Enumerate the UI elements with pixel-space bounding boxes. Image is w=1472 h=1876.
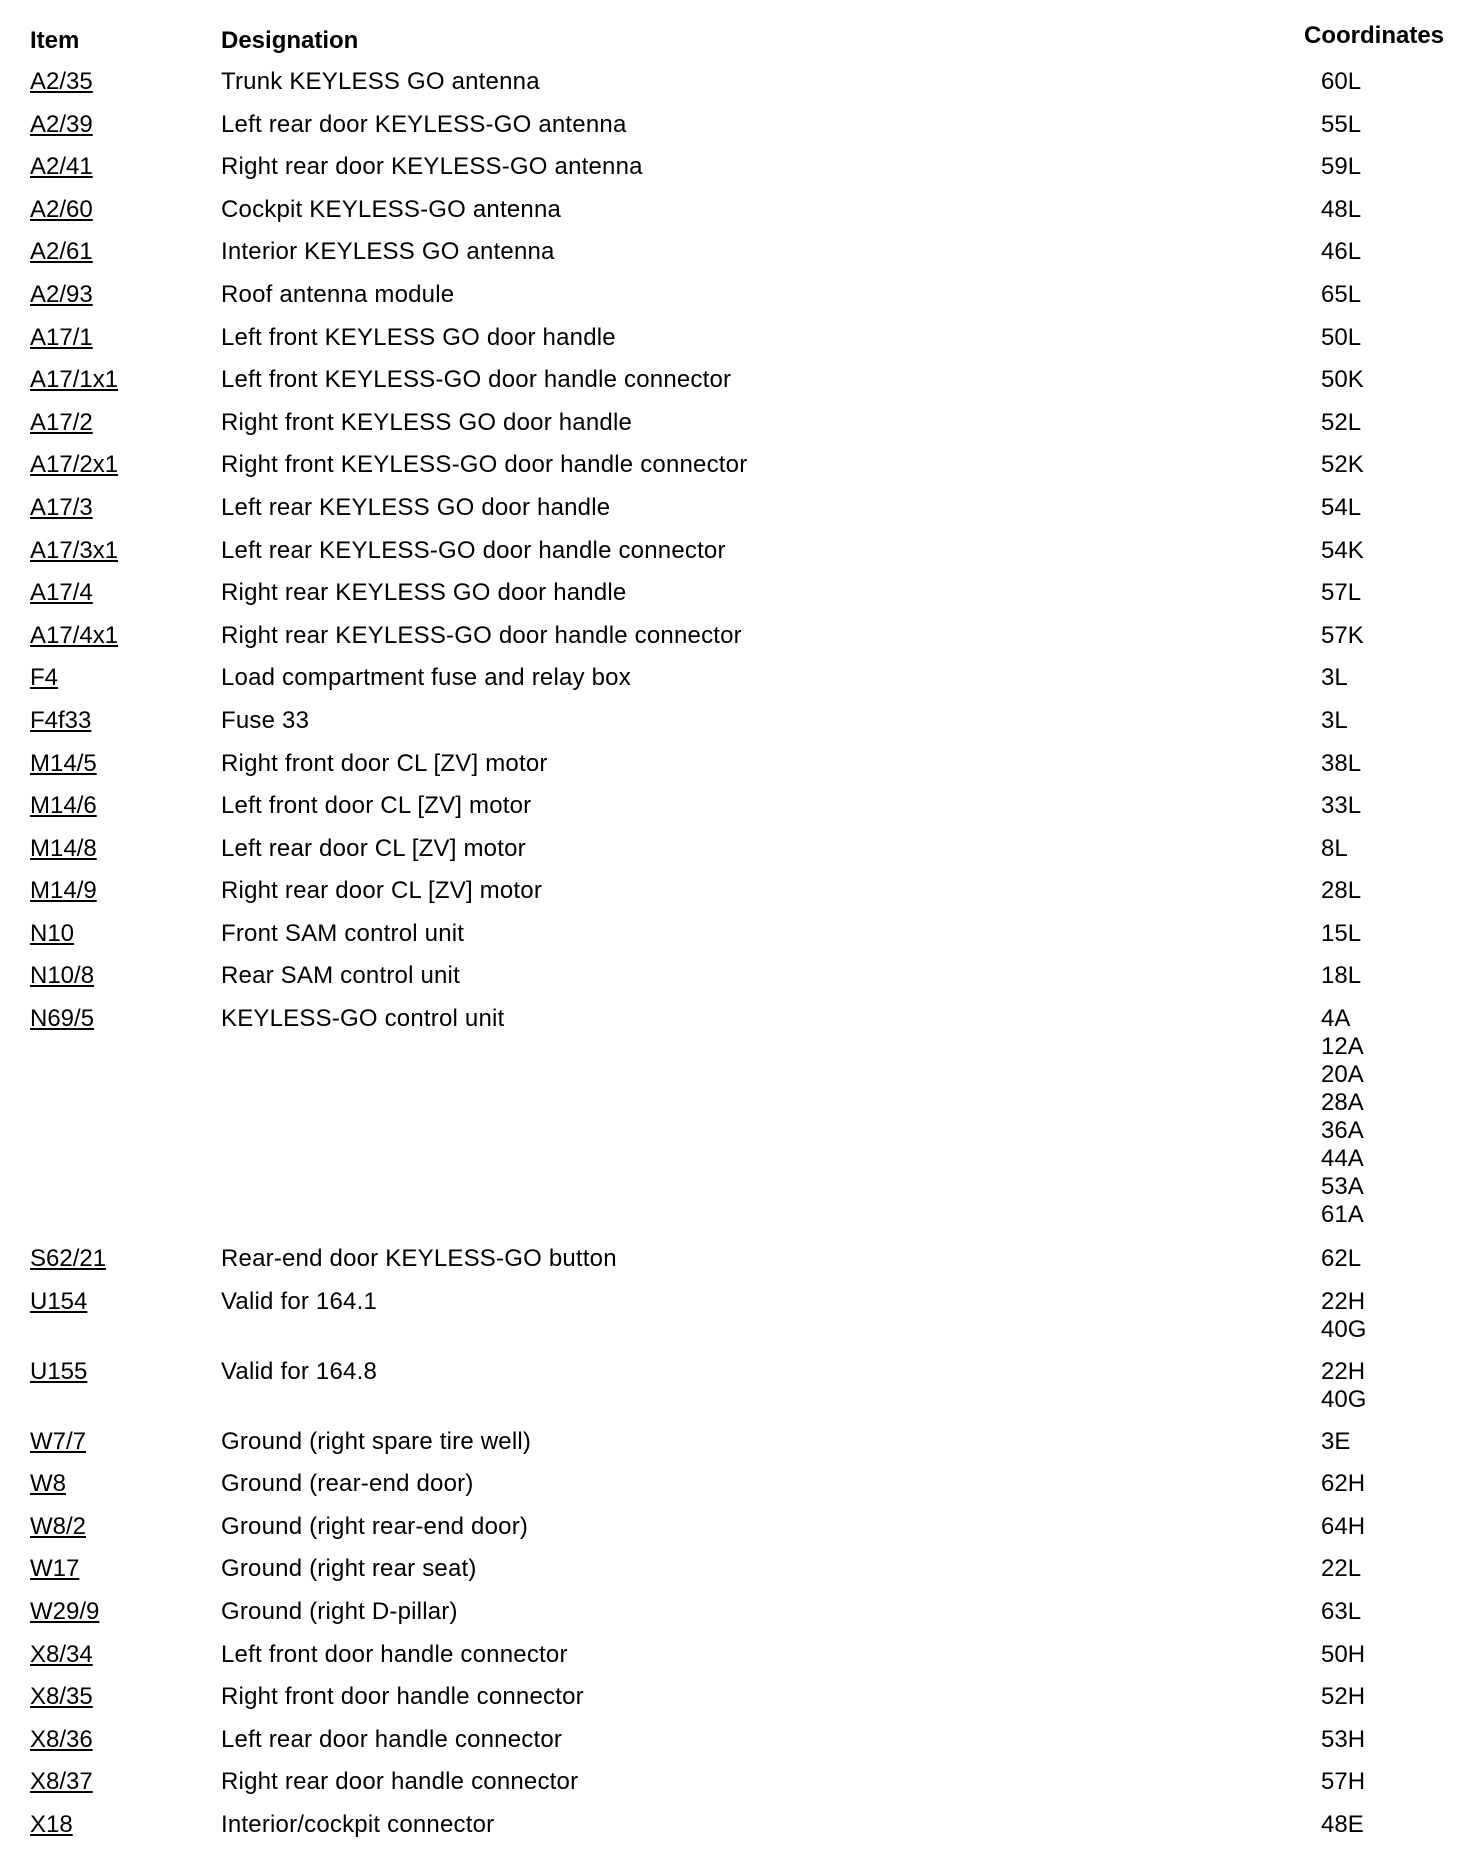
column-header-coordinates: Coordinates xyxy=(1304,22,1445,49)
coordinate-value: 63L xyxy=(1321,1598,1362,1626)
table-row xyxy=(0,1593,1472,1636)
table-row xyxy=(0,106,1472,149)
component-table xyxy=(0,63,1472,1849)
item-link[interactable]: A2/35 xyxy=(30,68,93,95)
designation-text: Trunk KEYLESS GO antenna xyxy=(221,68,540,95)
coordinates-cell xyxy=(1321,409,1361,437)
coordinates-cell xyxy=(1321,1683,1365,1711)
coordinates-cell xyxy=(1321,451,1364,479)
column-header-item: Item xyxy=(30,27,80,54)
designation-text: Ground (right rear-end door) xyxy=(221,1512,529,1540)
designation-text: Left front door CL [ZV] motor xyxy=(221,792,532,820)
coordinate-value: 40G xyxy=(1321,1385,1367,1413)
item-link[interactable]: N10 xyxy=(30,919,75,947)
table-row xyxy=(0,1000,1472,1240)
coordinate-value: 50H xyxy=(1321,1640,1366,1668)
coordinates-cell xyxy=(1321,1288,1366,1344)
item-link[interactable]: M14/6 xyxy=(30,792,97,820)
table-row xyxy=(0,1353,1472,1423)
designation-text: Right front KEYLESS-GO door handle connector xyxy=(221,451,748,479)
item-link[interactable]: W17 xyxy=(30,1555,80,1583)
table-row xyxy=(0,659,1472,702)
designation-text: Ground (right D-pillar) xyxy=(221,1598,458,1626)
designation-text: Left rear KEYLESS GO door handle xyxy=(221,493,611,521)
coordinates-cell xyxy=(1321,494,1361,522)
table-row xyxy=(0,915,1472,958)
table-row xyxy=(0,617,1472,660)
table-row xyxy=(0,1240,1472,1283)
coordinate-value: 40G xyxy=(1321,1315,1367,1343)
coordinate-value: 22H xyxy=(1321,1287,1366,1315)
item-link[interactable]: A17/1 xyxy=(30,323,93,351)
designation-text: Fuse 33 xyxy=(221,706,310,734)
table-row xyxy=(0,702,1472,745)
coordinate-value: 59L xyxy=(1321,153,1362,181)
coordinate-value: 53A xyxy=(1321,1173,1364,1201)
coordinate-value: 3L xyxy=(1321,664,1348,692)
coordinates-cell xyxy=(1321,664,1348,692)
table-row xyxy=(0,1465,1472,1508)
item-link[interactable]: M14/8 xyxy=(30,834,97,862)
coordinate-value: 3L xyxy=(1321,706,1348,734)
coordinates-cell xyxy=(1321,835,1348,863)
table-row xyxy=(0,191,1472,234)
coordinates-cell xyxy=(1321,750,1361,778)
table-row xyxy=(0,574,1472,617)
designation-text: Right rear KEYLESS-GO door handle connector xyxy=(221,621,742,649)
table-row xyxy=(0,787,1472,830)
coordinate-value: 60L xyxy=(1321,68,1362,95)
item-link[interactable]: X18 xyxy=(30,1811,73,1838)
designation-text: Left front door handle connector xyxy=(221,1640,568,1668)
table-row xyxy=(0,319,1472,362)
coordinates-cell xyxy=(1321,1005,1364,1229)
designation-text: Valid for 164.8 xyxy=(221,1357,377,1385)
item-link[interactable]: A17/4 xyxy=(30,579,93,607)
item-link[interactable]: M14/5 xyxy=(30,749,97,777)
item-link[interactable]: S62/21 xyxy=(30,1245,107,1273)
coordinate-value: 64H xyxy=(1321,1512,1366,1540)
coordinate-value: 55L xyxy=(1321,110,1362,138)
item-link[interactable]: A2/41 xyxy=(30,153,93,181)
item-link[interactable]: U154 xyxy=(30,1287,88,1315)
coordinates-cell xyxy=(1321,707,1348,735)
table-row xyxy=(0,1806,1472,1849)
item-link[interactable]: N69/5 xyxy=(30,1005,95,1033)
designation-text: Ground (rear-end door) xyxy=(221,1470,474,1498)
designation-text: Rear-end door KEYLESS-GO button xyxy=(221,1245,617,1273)
designation-text: Right rear door handle connector xyxy=(221,1768,579,1796)
table-row xyxy=(0,745,1472,788)
coordinates-cell xyxy=(1321,877,1361,905)
designation-text: Interior/cockpit connector xyxy=(221,1811,495,1838)
designation-text: Roof antenna module xyxy=(221,280,455,308)
designation-text: Right rear door CL [ZV] motor xyxy=(221,877,543,905)
coordinates-cell xyxy=(1321,1641,1365,1669)
item-link[interactable]: A17/4x1 xyxy=(30,621,119,649)
table-row xyxy=(0,1283,1472,1353)
designation-text: Ground (right rear seat) xyxy=(221,1555,477,1583)
designation-text: Left rear door CL [ZV] motor xyxy=(221,834,526,862)
coordinate-value: 12A xyxy=(1321,1033,1364,1061)
item-link[interactable]: F4f33 xyxy=(30,706,92,734)
designation-text: Right rear KEYLESS GO door handle xyxy=(221,579,627,607)
table-row xyxy=(0,1508,1472,1551)
item-link[interactable]: W8/2 xyxy=(30,1512,87,1540)
designation-text: KEYLESS-GO control unit xyxy=(221,1005,505,1033)
table-row xyxy=(0,1721,1472,1764)
coordinate-value: 50L xyxy=(1321,323,1362,351)
coordinates-cell xyxy=(1321,1598,1361,1626)
coordinate-value: 8L xyxy=(1321,834,1348,862)
coordinate-value: 38L xyxy=(1321,749,1362,777)
table-row xyxy=(0,446,1472,489)
designation-text: Front SAM control unit xyxy=(221,919,465,947)
coordinates-cell xyxy=(1321,238,1361,266)
item-link[interactable]: A2/60 xyxy=(30,195,93,223)
coordinates-cell xyxy=(1321,1470,1365,1498)
coordinate-value: 65L xyxy=(1321,280,1362,308)
coordinates-cell xyxy=(1321,68,1361,96)
item-link[interactable]: W29/9 xyxy=(30,1598,100,1626)
coordinate-value: 22L xyxy=(1321,1555,1362,1583)
item-link[interactable]: A17/1x1 xyxy=(30,366,119,394)
designation-text: Left front KEYLESS-GO door handle connector xyxy=(221,366,732,394)
coordinate-value: 54L xyxy=(1321,493,1362,521)
coordinate-value: 57L xyxy=(1321,579,1362,607)
item-link[interactable]: A17/3 xyxy=(30,493,93,521)
table-row xyxy=(0,404,1472,447)
coordinate-value: 53H xyxy=(1321,1725,1366,1753)
table-row xyxy=(0,957,1472,1000)
coordinate-value: 61A xyxy=(1321,1201,1364,1229)
designation-text: Interior KEYLESS GO antenna xyxy=(221,238,555,266)
table-row xyxy=(0,830,1472,873)
table-row xyxy=(0,872,1472,915)
table-row xyxy=(0,361,1472,404)
coordinate-value: 50K xyxy=(1321,366,1364,394)
item-link[interactable]: X8/37 xyxy=(30,1768,93,1796)
item-link[interactable]: W7/7 xyxy=(30,1427,87,1455)
coordinate-value: 15L xyxy=(1321,919,1362,947)
item-link[interactable]: X8/35 xyxy=(30,1683,93,1711)
coordinate-value: 52H xyxy=(1321,1683,1366,1711)
coordinates-cell xyxy=(1321,111,1361,139)
coordinate-value: 18L xyxy=(1321,962,1362,990)
coordinates-cell xyxy=(1321,537,1364,565)
coordinates-cell xyxy=(1321,1768,1365,1796)
coordinate-value: 28A xyxy=(1321,1089,1364,1117)
coordinate-value: 44A xyxy=(1321,1145,1364,1173)
designation-text: Left rear door KEYLESS-GO antenna xyxy=(221,110,627,138)
coordinate-value: 48L xyxy=(1321,195,1362,223)
item-link[interactable]: X8/36 xyxy=(30,1725,93,1753)
coordinate-value: 57H xyxy=(1321,1768,1366,1796)
coordinates-cell xyxy=(1321,1513,1365,1541)
table-row xyxy=(0,489,1472,532)
designation-text: Right front KEYLESS GO door handle xyxy=(221,408,633,436)
table-row xyxy=(0,233,1472,276)
item-link[interactable]: M14/9 xyxy=(30,877,97,905)
coordinate-value: 36A xyxy=(1321,1117,1364,1145)
table-row xyxy=(0,1423,1472,1466)
coordinate-value: 20A xyxy=(1321,1061,1364,1089)
coordinate-value: 54K xyxy=(1321,536,1364,564)
coordinate-value: 46L xyxy=(1321,238,1362,266)
coordinates-cell xyxy=(1321,1245,1361,1273)
table-row xyxy=(0,1678,1472,1721)
coordinates-cell xyxy=(1321,1811,1364,1839)
coordinates-cell xyxy=(1321,1726,1365,1754)
coordinates-cell xyxy=(1321,579,1361,607)
table-row xyxy=(0,1636,1472,1679)
coordinate-value: 22H xyxy=(1321,1357,1366,1385)
coordinate-value: 52L xyxy=(1321,408,1362,436)
table-row xyxy=(0,1550,1472,1593)
item-link[interactable]: A17/2 xyxy=(30,408,93,436)
coordinates-cell xyxy=(1321,792,1361,820)
designation-text: Cockpit KEYLESS-GO antenna xyxy=(221,195,562,223)
coordinates-cell xyxy=(1321,1555,1361,1583)
coordinate-value: 62L xyxy=(1321,1245,1362,1273)
item-link[interactable]: W8 xyxy=(30,1470,66,1498)
table-row xyxy=(0,63,1472,106)
designation-text: Ground (right spare tire well) xyxy=(221,1427,532,1455)
table-row xyxy=(0,532,1472,575)
coordinates-cell xyxy=(1321,962,1361,990)
coordinates-cell xyxy=(1321,1358,1366,1414)
designation-text: Rear SAM control unit xyxy=(221,962,460,990)
coordinates-cell xyxy=(1321,366,1364,394)
coordinates-cell xyxy=(1321,196,1361,224)
designation-text: Left front KEYLESS GO door handle xyxy=(221,323,616,351)
designation-text: Right front door CL [ZV] motor xyxy=(221,749,548,777)
item-link[interactable]: U155 xyxy=(30,1357,88,1385)
designation-text: Load compartment fuse and relay box xyxy=(221,664,631,692)
coordinate-value: 48E xyxy=(1321,1811,1364,1838)
coordinate-value: 28L xyxy=(1321,877,1362,905)
coordinate-value: 3E xyxy=(1321,1427,1351,1455)
coordinates-cell xyxy=(1321,281,1361,309)
coordinates-cell xyxy=(1321,622,1364,650)
designation-text: Valid for 164.1 xyxy=(221,1287,377,1315)
designation-text: Right front door handle connector xyxy=(221,1683,584,1711)
designation-text: Left rear door handle connector xyxy=(221,1725,563,1753)
coordinates-cell xyxy=(1321,324,1361,352)
table-header xyxy=(0,24,1472,64)
item-link[interactable]: N10/8 xyxy=(30,962,95,990)
designation-text: Left rear KEYLESS-GO door handle connector xyxy=(221,536,726,564)
coordinate-value: 33L xyxy=(1321,792,1362,820)
coordinates-cell xyxy=(1321,153,1361,181)
item-link[interactable]: A2/39 xyxy=(30,110,93,138)
coordinate-value: 57K xyxy=(1321,621,1364,649)
item-link[interactable]: A2/93 xyxy=(30,280,93,308)
item-link[interactable]: F4 xyxy=(30,664,59,692)
column-header-designation: Designation xyxy=(221,27,359,54)
item-link[interactable]: A2/61 xyxy=(30,238,93,266)
table-row xyxy=(0,148,1472,191)
designation-text: Right rear door KEYLESS-GO antenna xyxy=(221,153,643,181)
coordinate-value: 62H xyxy=(1321,1470,1366,1498)
coordinate-value: 52K xyxy=(1321,451,1364,479)
coordinates-cell xyxy=(1321,920,1361,948)
item-link[interactable]: X8/34 xyxy=(30,1640,93,1668)
coordinate-value: 4A xyxy=(1321,1005,1351,1033)
table-row xyxy=(0,1763,1472,1806)
item-link[interactable]: A17/2x1 xyxy=(30,451,119,479)
table-row xyxy=(0,276,1472,319)
coordinates-cell xyxy=(1321,1428,1350,1456)
item-link[interactable]: A17/3x1 xyxy=(30,536,119,564)
